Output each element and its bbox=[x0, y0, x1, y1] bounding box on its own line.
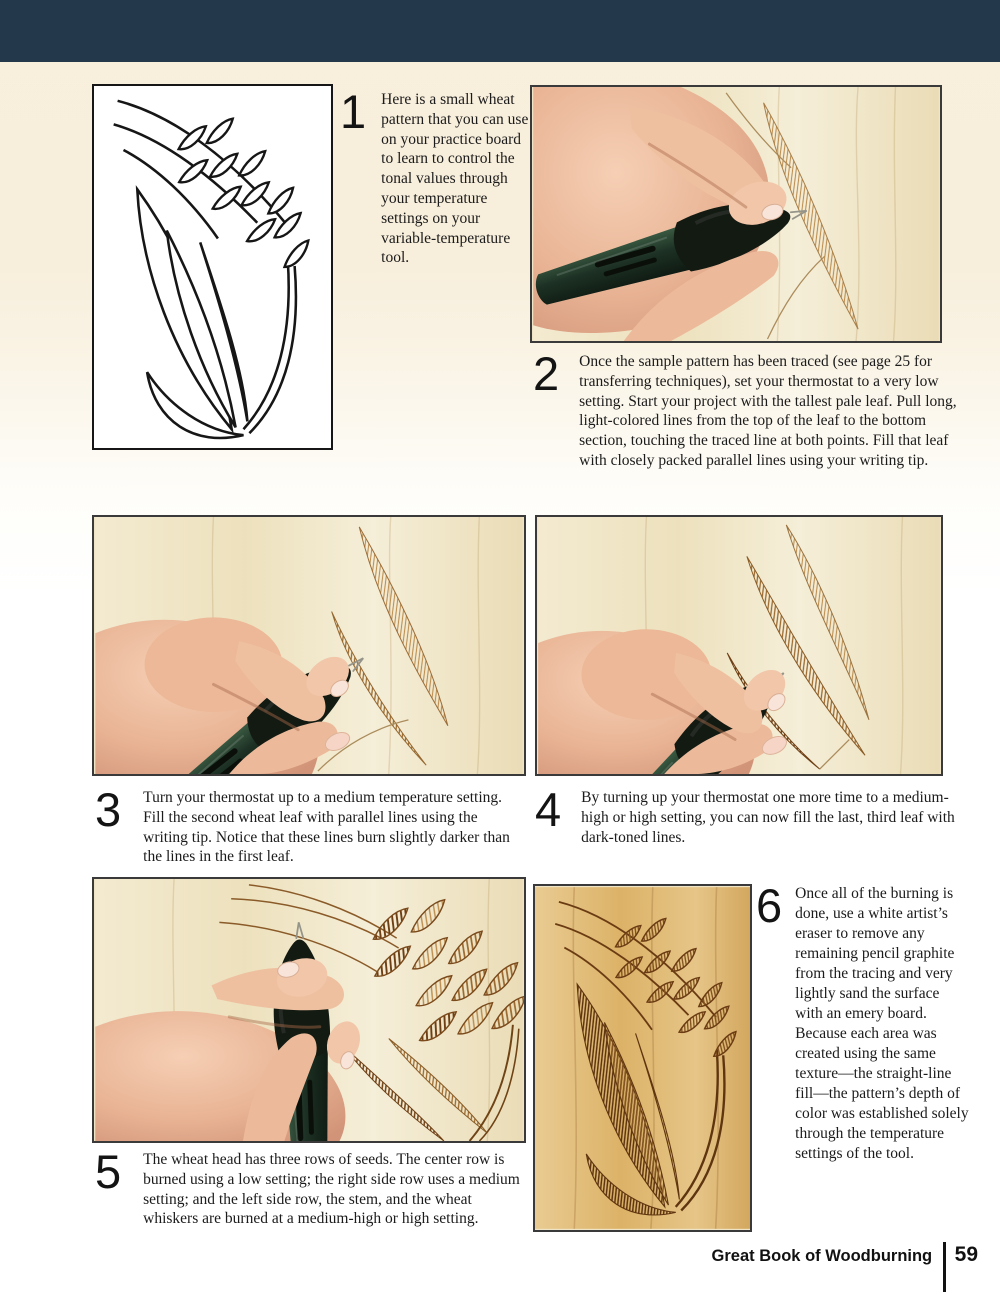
step-instructions: The wheat head has three rows of seeds. The center row is burned using a low setting; the right side row uses a medium setting; and the left side row, the stem, and the wheat whiskers are burned at a medium-high or high setting. bbox=[143, 1151, 520, 1228]
photo-step3-burning-second-leaf bbox=[92, 515, 526, 776]
page-footer bbox=[712, 1242, 978, 1292]
step-5 bbox=[95, 1145, 521, 1229]
step-instructions: By turning up your thermostat one more time to a medium-high or high setting, you can now fill the last, third leaf with dark-toned lines. bbox=[581, 789, 955, 846]
step-instructions: Turn your thermostat up to a medium temperature setting. Fill the second wheat leaf with parallel lines using the writing tip. Notice that these lines burn slightly darker than the lines in the first leaf. bbox=[143, 789, 510, 866]
step-instructions: Once the sample pattern has been traced (see page 25 for transferring techniques), set your thermostat to a very low setting. Start your project with the tallest pale leaf. Pull long, light-colored lines from the top of the leaf to the bottom section, touching the traced line at both points. Fill that leaf with closely packed parallel lines using your writing tip. bbox=[579, 353, 957, 469]
step-3 bbox=[95, 783, 521, 867]
footer-divider bbox=[943, 1242, 946, 1292]
step-number: 2 bbox=[533, 347, 560, 400]
step-1 bbox=[340, 85, 533, 268]
photo-step2-burning-first-leaf bbox=[530, 85, 942, 343]
step-number: 5 bbox=[95, 1145, 122, 1198]
step-2 bbox=[533, 347, 957, 471]
step-instructions: Once all of the burning is done, use a white artist’s eraser to remove any remaining pencil graphite from the tracing and very lightly sand the surface with an emery board. Because each area was created using the same texture—the straight-line fill—the pattern’s depth of color was established solely through the temperature settings of the tool. bbox=[795, 885, 969, 1162]
photo-step6-finished-burning bbox=[533, 884, 752, 1232]
book-title: Great Book of Woodburning bbox=[711, 1247, 933, 1265]
step-number: 4 bbox=[535, 783, 562, 836]
step-6 bbox=[756, 879, 970, 1164]
step-4 bbox=[535, 783, 959, 847]
step-instructions: Here is a small wheat pattern that you can use on your practice board to learn to control the tonal values through your temperature settings on your variable-temperature tool. bbox=[381, 91, 529, 267]
step-number: 6 bbox=[756, 879, 783, 932]
wheat-pattern-svg bbox=[94, 86, 331, 448]
step-number: 1 bbox=[340, 85, 367, 138]
photo-step4-burning-third-leaf bbox=[535, 515, 943, 776]
wheat-pattern-line-drawing bbox=[92, 84, 333, 450]
photo-step5-burning-wheat-head bbox=[92, 877, 526, 1143]
page-number: 59 bbox=[954, 1243, 978, 1266]
step-number: 3 bbox=[95, 783, 122, 836]
page-header-bar bbox=[0, 0, 1000, 62]
